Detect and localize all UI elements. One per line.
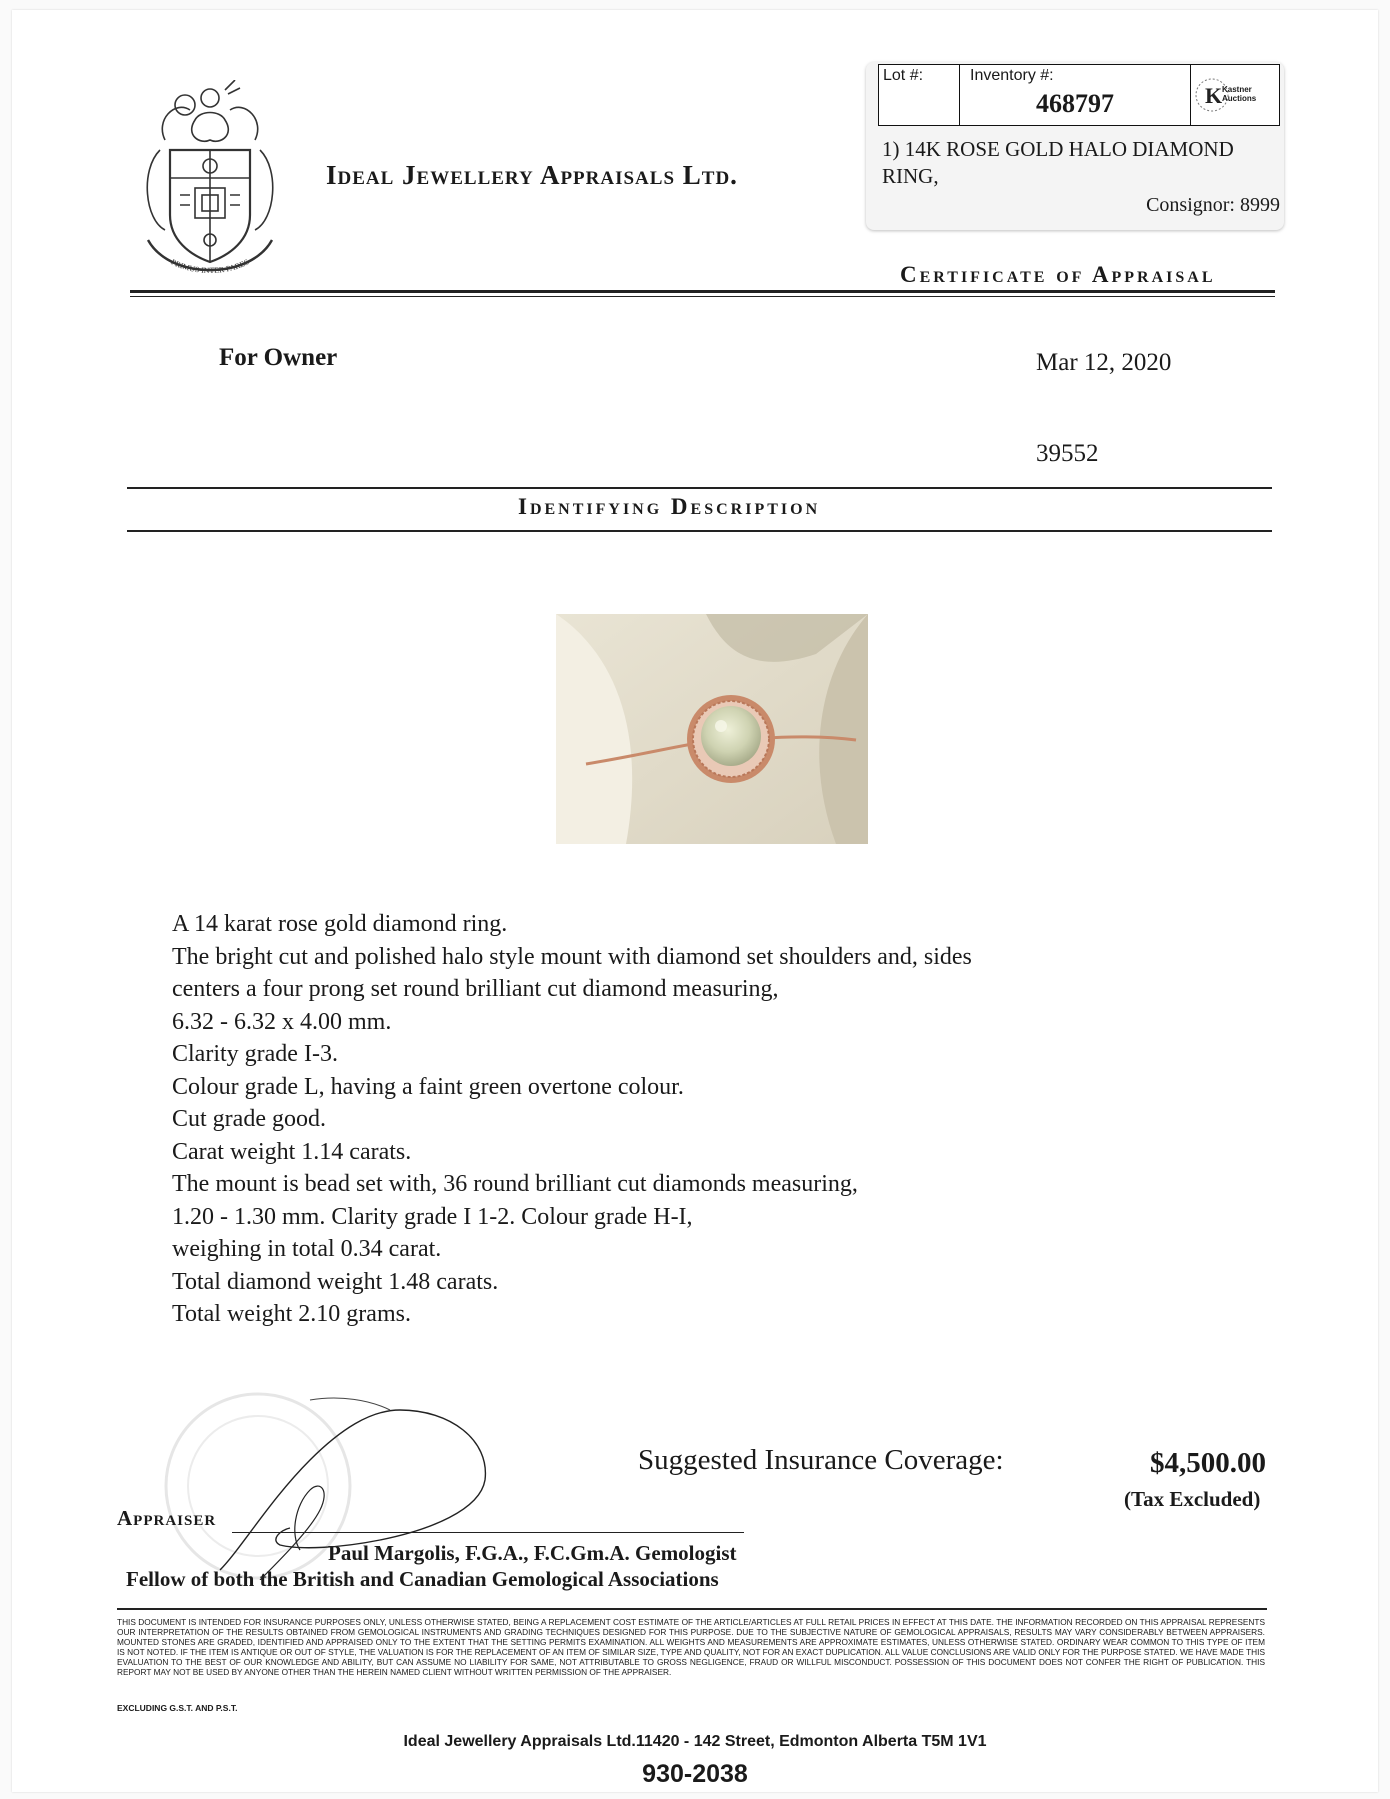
divider	[127, 530, 1272, 532]
footer-address: Ideal Jewellery Appraisals Ltd.11420 - 142 Street, Edmonton Alberta T5M 1V1	[403, 1733, 987, 1750]
description-line: Carat weight 1.14 carats.	[172, 1138, 412, 1165]
appraiser-label: Appraiser	[117, 1506, 217, 1530]
ring-photo	[556, 614, 868, 844]
signature-icon	[200, 1380, 520, 1580]
tax-exclusion-note: EXCLUDING G.S.T. AND P.S.T.	[117, 1703, 238, 1713]
footer-phone: 930-2038	[642, 1760, 748, 1788]
crest-motto: PRIMUS INTER PARES	[169, 257, 251, 276]
disclaimer-text: THIS DOCUMENT IS INTENDED FOR INSURANCE PURPOSES ONLY, UNLESS OTHERWISE STATED, BEING A REPLACEMENT COST ESTIMATE OF THE ARTICLE/ARTICLES AT FULL RETAIL PRICES IN EFFECT AT THIS DATE. THE INFORMATION RECORDED ON THIS APPRAISAL REPRESENTS OUR INTERPRETATION OF THE RESULTS OBTAINED FROM GEMOLOGICAL INSTRUMENTS AND GRADING TECHNIQUES DESIGNED FOR THIS PURPOSE. DUE TO THE SUBJECTIVE NATURE OF GEMOLOGICAL APPRAISALS, RESULTS MAY VARY CONSIDERABLY BETWEEN APPRAISERS. MOUNTED STONES ARE GRADED, IDENTIFIED AND APPRAISED ONLY TO THE EXTENT THAT THE SETTING PERMITS EXAMINATION. ALL WEIGHTS AND MEASUREMENTS ARE APPROXIMATE ESTIMATES, UNLESS OTHERWISE STATED. ORDINARY WEAR COMMON TO THIS TYPE OF ITEM IS NOT NOTED. IF THE ITEM IS ANTIQUE OR OUT OF STYLE, THE VALUATION IS FOR THE REPLACEMENT OF AN ITEM OF SIMILAR SIZE, TYPE AND QUALITY, NOT FOR AN EXACT DUPLICATION. ALL VALUE CONCLUSIONS ARE VALID ONLY FOR THE PURPOSE STATED. WE HAVE MADE THIS EVALUATION TO THE BEST OF OUR KNOWLEDGE AND ABILITY, BUT CAN ASSUME NO LIABILITY FOR SAME, NOT ATTRIBUTABLE TO GROSS NEGLIGENCE, FRAUD OR WILLFUL MISCONDUCT. POSSESSION OF THIS DOCUMENT DOES NOT CONFER THE RIGHT OF PUBLICATION. THIS REPORT MAY NOT BE USED BY ANYONE OTHER THAN THE HEREIN NAMED CLIENT WITHOUT WRITTEN PERMISSION OF THE APPRAISER.	[117, 1617, 1265, 1677]
description-line: The mount is bead set with, 36 round brilliant cut diamonds measuring,	[172, 1171, 858, 1197]
company-name: Ideal Jewellery Appraisals Ltd.	[326, 160, 738, 190]
lot-inventory-box	[878, 64, 1280, 126]
lot-label: Lot #:	[883, 67, 924, 84]
auction-sticker	[866, 62, 1284, 230]
inventory-cell	[960, 65, 1191, 125]
inventory-label: Inventory #:	[970, 67, 1054, 84]
description-line: Total diamond weight 1.48 carats.	[172, 1268, 499, 1295]
appraiser-fellowship: Fellow of both the British and Canadian Gemological Associations	[126, 1567, 719, 1591]
section-title: Identifying Description	[518, 494, 821, 519]
kastner-logo	[1192, 65, 1279, 125]
certificate-title: Certificate of Appraisal	[900, 262, 1216, 287]
consignor: Consignor: 8999	[1146, 194, 1280, 216]
appraiser-name: Paul Margolis, F.G.A., F.C.Gm.A. Gemologist	[328, 1541, 737, 1565]
divider	[130, 296, 1275, 297]
lot-cell	[879, 65, 960, 125]
description-line: 1.20 - 1.30 mm. Clarity grade I 1-2. Colour grade H-I,	[172, 1203, 693, 1230]
description-line: Clarity grade I-3.	[172, 1041, 338, 1067]
svg-text:K: K	[1205, 83, 1223, 108]
description-line: 6.32 - 6.32 x 4.00 mm.	[172, 1008, 392, 1035]
divider	[130, 290, 1275, 293]
description-line: A 14 karat rose gold diamond ring.	[172, 911, 508, 937]
appraisal-date: Mar 12, 2020	[1036, 349, 1172, 376]
description-line: Cut grade good.	[172, 1106, 326, 1132]
divider	[127, 487, 1272, 489]
kastner-logo-text: Kastner Auctions	[1222, 85, 1257, 103]
inventory-number: 468797	[1036, 89, 1114, 118]
item-description: 1) 14K ROSE GOLD HALO DIAMOND RING,	[882, 137, 1234, 188]
tax-note: (Tax Excluded)	[1124, 1487, 1261, 1511]
crest-logo-icon	[140, 80, 280, 280]
divider	[117, 1608, 1267, 1610]
description-line: The bright cut and polished halo style mount with diamond set shoulders and, sides	[172, 943, 972, 970]
description-line: Colour grade L, having a faint green overtone colour.	[172, 1073, 684, 1100]
owner-label: For Owner	[219, 344, 338, 371]
description-line: centers a four prong set round brilliant cut diamond measuring,	[172, 976, 779, 1002]
description-line: Total weight 2.10 grams.	[172, 1301, 411, 1327]
insurance-value: $4,500.00	[1150, 1447, 1266, 1479]
insurance-label: Suggested Insurance Coverage:	[638, 1444, 1004, 1476]
description-block	[172, 908, 972, 1331]
reference-number: 39552	[1036, 440, 1099, 467]
description-line: weighing in total 0.34 carat.	[172, 1236, 442, 1262]
